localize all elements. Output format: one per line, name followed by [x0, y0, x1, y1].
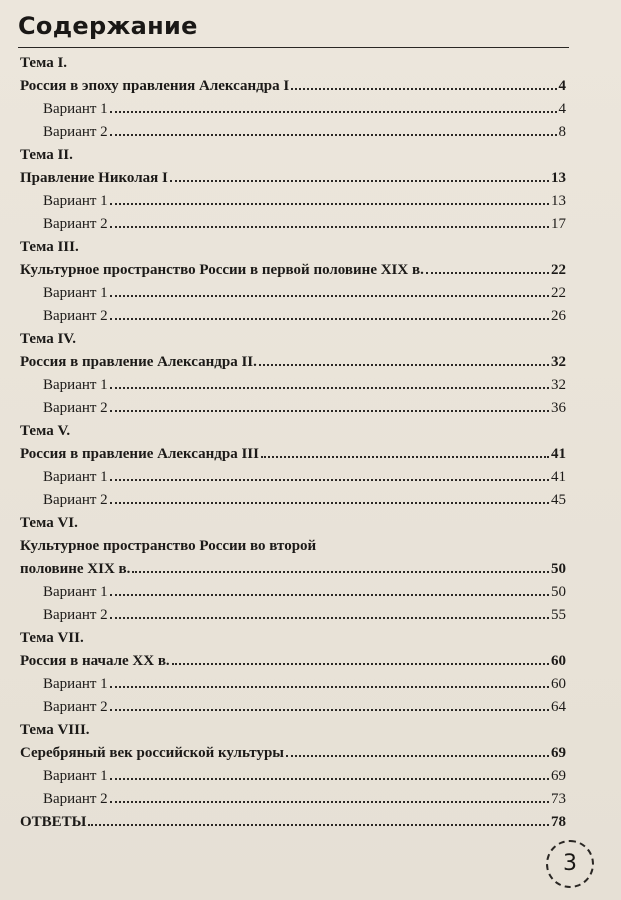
entry-title: Вариант 1	[43, 584, 108, 600]
dot-leader	[259, 364, 549, 366]
entry-title: Россия в начале XX в.	[20, 653, 170, 669]
topic-label: Тема VII.	[20, 630, 84, 646]
page-ref: 8	[558, 124, 566, 140]
toc-entry[interactable]	[20, 696, 566, 719]
dot-leader	[110, 479, 549, 481]
dot-leader	[110, 410, 549, 412]
topic-label: Тема III.	[20, 239, 79, 255]
dot-leader	[172, 663, 549, 665]
entry-title: Культурное пространство России в первой половине XIX в.	[20, 262, 424, 278]
page-ref: 78	[551, 814, 566, 830]
page-ref: 17	[551, 216, 566, 232]
entry-title: Серебряный век российской культуры	[20, 745, 285, 761]
page-ref: 26	[551, 308, 566, 324]
entry-title: ОТВЕТЫ	[20, 814, 87, 830]
entry-title: Вариант 1	[43, 285, 108, 301]
page-ref: 69	[551, 768, 566, 784]
dot-leader	[110, 778, 549, 780]
toc-entry[interactable]	[20, 213, 566, 236]
dot-leader	[110, 387, 549, 389]
page-ref: 41	[551, 446, 566, 462]
dot-leader	[110, 134, 557, 136]
toc-entry[interactable]	[20, 190, 566, 213]
dot-leader	[291, 88, 556, 90]
dot-leader	[110, 203, 549, 205]
entry-title: Вариант 1	[43, 377, 108, 393]
dot-leader	[110, 226, 549, 228]
page-ref: 22	[551, 262, 566, 278]
topic-label: Тема VIII.	[20, 722, 90, 738]
page-ref: 4	[558, 78, 566, 94]
dot-leader	[132, 571, 549, 573]
entry-title: Вариант 2	[43, 124, 108, 140]
entry-title: Вариант 1	[43, 469, 108, 485]
toc-entry[interactable]	[20, 121, 566, 144]
page-ref: 69	[551, 745, 566, 761]
page-ref: 41	[551, 469, 566, 485]
toc-entry[interactable]	[20, 351, 566, 374]
entry-title: Вариант 2	[43, 492, 108, 508]
toc-entry[interactable]	[20, 489, 566, 512]
entry-title: половине XIX в.	[20, 561, 131, 577]
dot-leader	[170, 180, 549, 182]
entry-title: Вариант 1	[43, 193, 108, 209]
topic-label: Тема IV.	[20, 331, 76, 347]
page-ref: 60	[551, 676, 566, 692]
page-ref: 64	[551, 699, 566, 715]
dot-leader	[426, 272, 549, 274]
page-ref: 55	[551, 607, 566, 623]
topic-label: Тема VI.	[20, 515, 78, 531]
entry-title: Вариант 1	[43, 101, 108, 117]
entry-title: Россия в правление Александра III	[20, 446, 259, 462]
toc-entry[interactable]	[20, 673, 566, 696]
entry-title: Вариант 2	[43, 791, 108, 807]
page-title: Содержание	[18, 12, 198, 40]
page-ref: 13	[551, 170, 566, 186]
toc-entry[interactable]	[20, 650, 566, 673]
entry-title: Россия в правление Александра II.	[20, 354, 257, 370]
page-ref: 32	[551, 377, 566, 393]
toc-entry[interactable]	[20, 581, 566, 604]
toc-entry[interactable]	[20, 98, 566, 121]
dot-leader	[110, 686, 549, 688]
dot-leader	[110, 709, 549, 711]
page-ref: 73	[551, 791, 566, 807]
entry-title: Вариант 2	[43, 607, 108, 623]
toc-entry[interactable]	[20, 305, 566, 328]
toc-entry[interactable]	[20, 443, 566, 466]
entry-title: Вариант 1	[43, 676, 108, 692]
dot-leader	[110, 318, 549, 320]
entry-title: Вариант 2	[43, 308, 108, 324]
dot-leader	[110, 502, 549, 504]
toc-entry[interactable]	[20, 397, 566, 420]
title-rule	[18, 47, 569, 48]
page-number-badge: 3	[546, 840, 594, 888]
page-ref: 60	[551, 653, 566, 669]
page-ref: 22	[551, 285, 566, 301]
dot-leader	[88, 824, 549, 826]
toc-entry[interactable]	[20, 167, 566, 190]
toc-entry[interactable]	[20, 259, 566, 282]
entry-title: Вариант 2	[43, 400, 108, 416]
toc-entry[interactable]	[20, 558, 566, 581]
page-ref: 13	[551, 193, 566, 209]
entry-title: Правление Николая I	[20, 170, 168, 186]
toc-entry[interactable]	[20, 75, 566, 98]
entry-title: Россия в эпоху правления Александра I	[20, 78, 290, 94]
dot-leader	[110, 111, 557, 113]
dot-leader	[110, 594, 549, 596]
page-ref: 36	[551, 400, 566, 416]
entry-title: Вариант 2	[43, 216, 108, 232]
dot-leader	[110, 295, 549, 297]
page-ref: 50	[551, 561, 566, 577]
page-ref: 4	[558, 101, 566, 117]
topic-label: Тема I.	[20, 55, 68, 71]
entry-title: Вариант 1	[43, 768, 108, 784]
dot-leader	[261, 456, 549, 458]
entry-title-line: Культурное пространство России во второй	[20, 538, 317, 554]
toc-entry[interactable]	[20, 466, 566, 489]
topic-label: Тема V.	[20, 423, 71, 439]
page-ref: 50	[551, 584, 566, 600]
dot-leader	[286, 755, 549, 757]
table-of-contents	[20, 52, 566, 834]
dot-leader	[110, 801, 549, 803]
toc-entry[interactable]	[20, 374, 566, 397]
entry-title: Вариант 2	[43, 699, 108, 715]
toc-entry-answers[interactable]	[20, 811, 566, 834]
toc-entry[interactable]	[20, 282, 566, 305]
toc-entry[interactable]	[20, 742, 566, 765]
page-ref: 45	[551, 492, 566, 508]
toc-entry[interactable]	[20, 604, 566, 627]
toc-entry[interactable]	[20, 765, 566, 788]
toc-entry[interactable]	[20, 788, 566, 811]
dot-leader	[110, 617, 549, 619]
page-ref: 32	[551, 354, 566, 370]
topic-label: Тема II.	[20, 147, 73, 163]
